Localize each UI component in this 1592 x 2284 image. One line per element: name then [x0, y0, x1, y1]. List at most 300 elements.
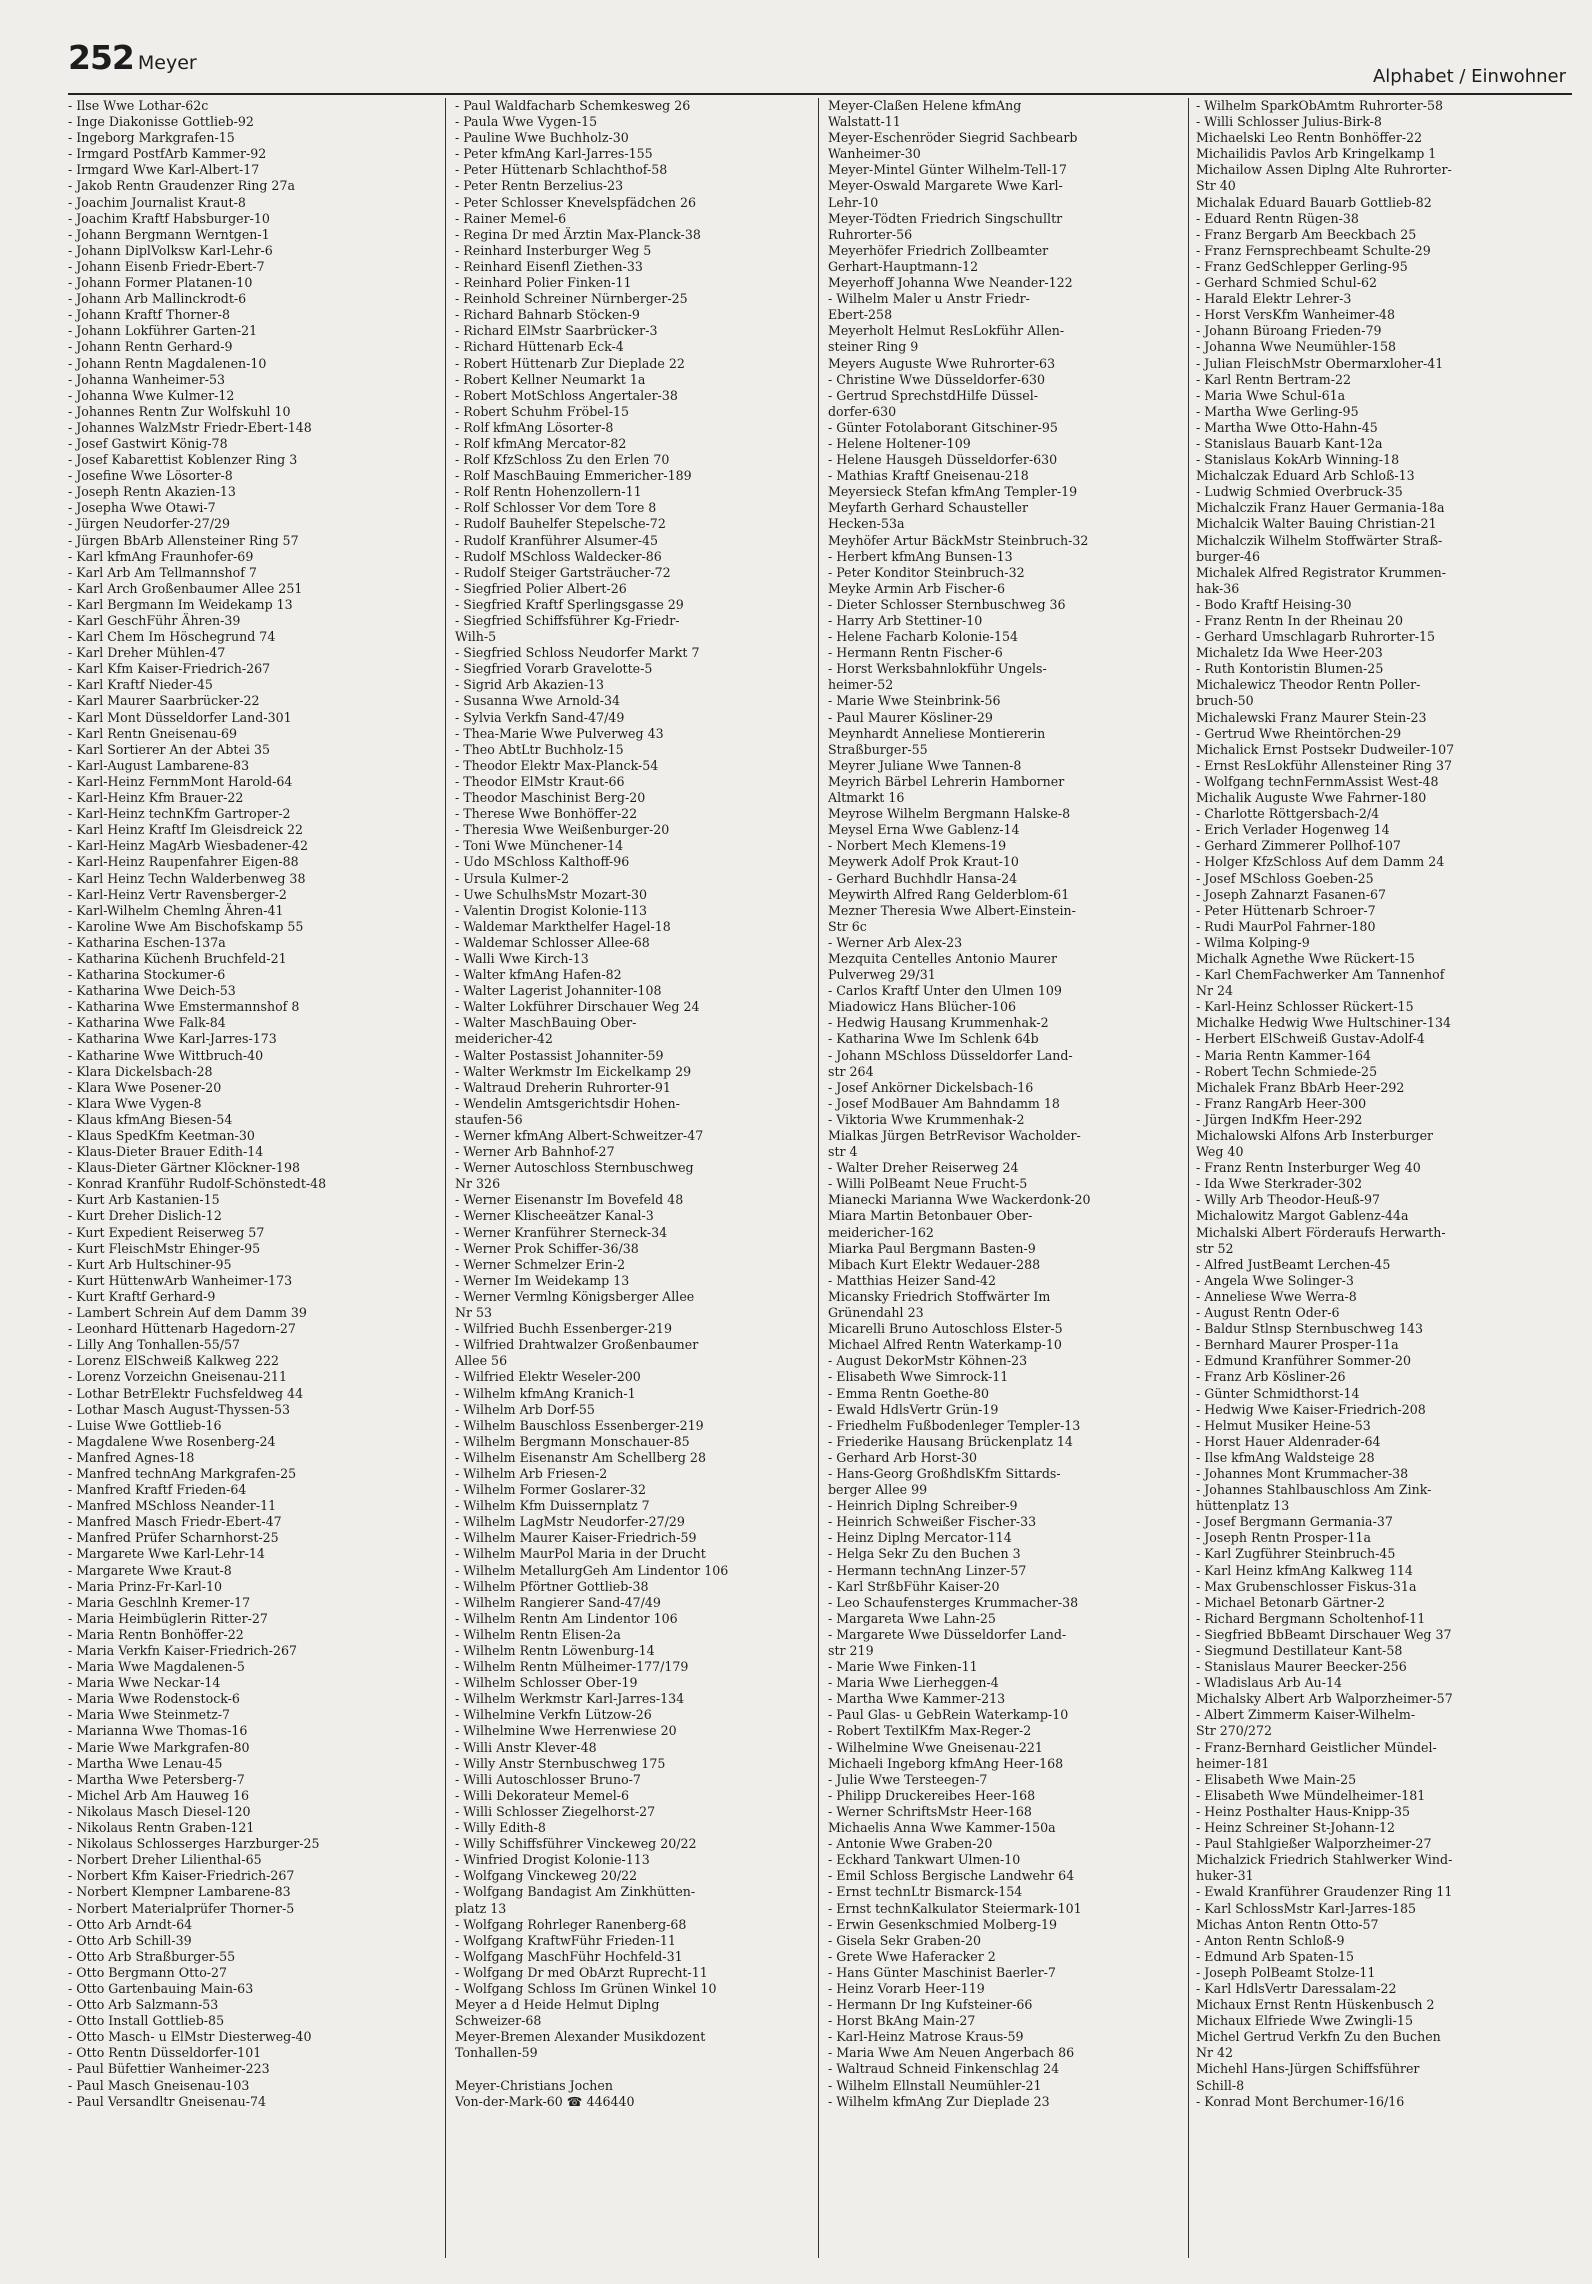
- directory-entry: - Walter Postassist Johanniter-59: [455, 1047, 664, 1063]
- directory-entry: - Johann Bergmann Werntgen-1: [68, 226, 270, 242]
- directory-entry: - Franz Arb Kösliner-26: [1196, 1369, 1346, 1385]
- directory-entry: - Wolfgang technFernmAssist West-48: [1196, 773, 1439, 789]
- directory-entry: - Philipp Druckereibes Heer-168: [828, 1787, 1036, 1803]
- directory-entry: - Helene Holtener-109: [828, 435, 971, 451]
- directory-entry: - Valentin Drogist Kolonie-113: [455, 902, 647, 918]
- directory-entry: - Manfred Prüfer Scharnhorst-25: [68, 1530, 279, 1546]
- directory-entry: - Katharina Wwe Karl-Jarres-173: [68, 1031, 277, 1047]
- directory-entry: - Ewald Kranführer Graudenzer Ring 11: [1196, 1884, 1453, 1900]
- directory-entry: - Walter Lagerist Johanniter-108: [455, 983, 662, 999]
- directory-entry: - Wolfgang KraftwFühr Frieden-11: [455, 1932, 676, 1948]
- directory-entry: - Wilhelmine Verkfn Lützow-26: [455, 1707, 652, 1723]
- directory-entry: hüttenplatz 13: [1196, 1498, 1290, 1514]
- directory-entry: - Richard Bahnarb Stöcken-9: [455, 307, 640, 323]
- directory-entry: - Peter Hüttenarb Schlachthof-58: [455, 162, 668, 178]
- directory-entry: - Charlotte Röttgersbach-2/4: [1196, 806, 1380, 822]
- directory-entry: Michalek Alfred Registrator Krummen-: [1196, 564, 1447, 580]
- directory-entry: Meyer-Mintel Günter Wilhelm-Tell-17: [828, 162, 1067, 178]
- directory-entry: - Wilhelm Maurer Kaiser-Friedrich-59: [455, 1530, 697, 1546]
- directory-entry: - Karl-Heinz Raupenfahrer Eigen-88: [68, 854, 299, 870]
- directory-entry: Nr 53: [455, 1305, 493, 1321]
- directory-entry: - Willy Anstr Sternbuschweg 175: [455, 1755, 666, 1771]
- directory-entry: - Kurt Kraftf Gerhard-9: [68, 1288, 216, 1304]
- directory-entry: - Lothar BetrElektr Fuchsfeldweg 44: [68, 1385, 304, 1401]
- directory-entry: - Josef Ankörner Dickelsbach-16: [828, 1079, 1034, 1095]
- directory-entry: - Maria Wwe Steinmetz-7: [68, 1707, 231, 1723]
- column-divider: [818, 98, 819, 2258]
- directory-entry: - Robert Techn Schmiede-25: [1196, 1063, 1378, 1079]
- directory-entry: - Karl Heinz Kraftf Im Gleisdreick 22: [68, 822, 303, 838]
- section-title: Alphabet / Einwohner: [1372, 66, 1566, 87]
- directory-entry: - Wilhelm Maler u Anstr Friedr-: [828, 291, 1030, 307]
- directory-column-3: [828, 98, 1180, 2278]
- directory-entry: - Manfred MSchloss Neander-11: [68, 1498, 277, 1514]
- directory-entry: - Heinz Schreiner St-Johann-12: [1196, 1820, 1396, 1836]
- directory-entry: - Johann Kraftf Thorner-8: [68, 307, 231, 323]
- directory-entry: - Klara Dickelsbach-28: [68, 1063, 213, 1079]
- directory-entry: - Holger KfzSchloss Auf dem Damm 24: [1196, 854, 1445, 870]
- directory-entry: - Wilhelm Werkmstr Karl-Jarres-134: [455, 1691, 685, 1707]
- directory-entry: - Johann Former Platanen-10: [68, 275, 253, 291]
- directory-entry: - Rolf MaschBauing Emmericher-189: [455, 468, 692, 484]
- directory-entry: Weg 40: [1196, 1144, 1244, 1160]
- directory-entry: Michel Gertrud Verkfn Zu den Buchen: [1196, 2029, 1441, 2045]
- directory-entry: - Manfred technAng Markgrafen-25: [68, 1465, 297, 1481]
- directory-entry: - Bodo Kraftf Heising-30: [1196, 596, 1352, 612]
- directory-entry: - Johann Rentn Gerhard-9: [68, 339, 233, 355]
- directory-entry: - Richard ElMstr Saarbrücker-3: [455, 323, 658, 339]
- directory-entry: Mezquita Centelles Antonio Maurer: [828, 950, 1058, 966]
- directory-entry: Michalczik Franz Hauer Germania-18a: [1196, 500, 1445, 516]
- directory-entry: - Joseph PolBeamt Stolze-11: [1196, 1964, 1376, 1980]
- directory-entry: - Jürgen Neudorfer-27/29: [68, 516, 230, 532]
- directory-entry: [455, 2061, 810, 2077]
- directory-entry: - Rolf KfzSchloss Zu den Erlen 70: [455, 452, 670, 468]
- directory-entry: - Maria Geschlnh Kremer-17: [68, 1594, 251, 1610]
- directory-entry: - Wolfgang Dr med ObArzt Ruprecht-11: [455, 1964, 708, 1980]
- directory-entry: - Karoline Wwe Am Bischofskamp 55: [68, 918, 304, 934]
- directory-entry: - Wilhelm Rangierer Sand-47/49: [455, 1594, 661, 1610]
- directory-entry: Michalewicz Theodor Rentn Poller-: [1196, 677, 1421, 693]
- directory-entry: - Waldemar Markthelfer Hagel-18: [455, 918, 671, 934]
- directory-entry: - Maria Wwe Schul-61a: [1196, 387, 1346, 403]
- directory-entry: Meyer-Oswald Margarete Wwe Karl-: [828, 178, 1063, 194]
- directory-entry: - Edmund Arb Spaten-15: [1196, 1948, 1355, 1964]
- directory-entry: - Siegfried Kraftf Sperlingsgasse 29: [455, 596, 684, 612]
- directory-entry: - Werner Klischeeätzer Kanal-3: [455, 1208, 654, 1224]
- directory-entry: - Anton Rentn Schloß-9: [1196, 1932, 1345, 1948]
- directory-entry: - Magdalene Wwe Rosenberg-24: [68, 1433, 276, 1449]
- directory-entry: - Kurt Arb Kastanien-15: [68, 1192, 220, 1208]
- directory-entry: - Mathias Kraftf Gneisenau-218: [828, 468, 1029, 484]
- directory-entry: - Gertrud SprechstdHilfe Düssel-: [828, 387, 1038, 403]
- directory-entry: - Siegfried BbBeamt Dirschauer Weg 37: [1196, 1626, 1452, 1642]
- directory-entry: - Martha Wwe Gerling-95: [1196, 403, 1359, 419]
- directory-entry: - Emma Rentn Goethe-80: [828, 1385, 990, 1401]
- directory-entry: - Werner Arb Alex-23: [828, 934, 963, 950]
- directory-entry: - Marie Wwe Steinbrink-56: [828, 693, 1001, 709]
- directory-entry: - Wilhelmine Wwe Gneisenau-221: [828, 1739, 1043, 1755]
- directory-entry: - Johanna Wwe Kulmer-12: [68, 387, 235, 403]
- directory-entry: - Ingeborg Markgrafen-15: [68, 130, 235, 146]
- directory-entry: Michaelski Leo Rentn Bonhöffer-22: [1196, 130, 1423, 146]
- directory-entry: - Winfried Drogist Kolonie-113: [455, 1852, 650, 1868]
- directory-entry: - Karl-Heinz technKfm Gartroper-2: [68, 806, 291, 822]
- directory-entry: Schill-8: [1196, 2077, 1245, 2093]
- directory-entry: - Katharina Wwe Im Schlenk 64b: [828, 1031, 1039, 1047]
- directory-entry: - Willi Schlosser Julius-Birk-8: [1196, 114, 1382, 130]
- directory-entry: - Wilhelm Pförtner Gottlieb-38: [455, 1578, 649, 1594]
- directory-entry: - Viktoria Wwe Krummenhak-2: [828, 1111, 1025, 1127]
- directory-entry: - August DekorMstr Köhnen-23: [828, 1353, 1028, 1369]
- directory-entry: Tonhallen-59: [455, 2045, 538, 2061]
- directory-entry: Michas Anton Rentn Otto-57: [1196, 1916, 1379, 1932]
- directory-entry: - Maria Rentn Kammer-164: [1196, 1047, 1372, 1063]
- directory-entry: - Rolf Rentn Hohenzollern-11: [455, 484, 642, 500]
- directory-entry: - Wilhelmine Wwe Herrenwiese 20: [455, 1723, 677, 1739]
- directory-entry: - Karl Heinz Techn Walderbenweg 38: [68, 870, 306, 886]
- directory-entry: - Theodor Elektr Max-Planck-54: [455, 757, 659, 773]
- directory-entry: Meyhöfer Artur BäckMstr Steinbruch-32: [828, 532, 1089, 548]
- directory-entry: - Karl GeschFühr Ähren-39: [68, 613, 241, 628]
- directory-entry: Altmarkt 16: [828, 790, 905, 806]
- directory-column-1: [68, 98, 437, 2278]
- directory-entry: Michalowitz Margot Gablenz-44a: [1196, 1208, 1409, 1224]
- directory-entry: - Lothar Masch August-Thyssen-53: [68, 1401, 291, 1417]
- directory-entry: - Theodor Maschinist Berg-20: [455, 790, 646, 806]
- directory-entry: - Wilhelm kfmAng Zur Dieplade 23: [828, 2093, 1050, 2109]
- directory-entry: dorfer-630: [828, 403, 897, 419]
- directory-entry: - Johann DiplVolksw Karl-Lehr-6: [68, 242, 273, 258]
- directory-entry: - Wolfgang Rohrleger Ranenberg-68: [455, 1916, 687, 1932]
- directory-entry: - Otto Arb Schill-39: [68, 1932, 192, 1948]
- directory-entry: - Werner SchriftsMstr Heer-168: [828, 1803, 1032, 1819]
- directory-entry: - Heinz Vorarb Heer-119: [828, 1980, 985, 1996]
- directory-entry: Walstatt-11: [828, 114, 901, 130]
- directory-entry: Meyer-Claßen Helene kfmAng: [828, 98, 1022, 113]
- directory-entry: Str 40: [1196, 178, 1236, 194]
- directory-entry: - Stanislaus Maurer Beecker-256: [1196, 1659, 1407, 1675]
- directory-entry: - Wilhelm Arb Friesen-2: [455, 1465, 608, 1481]
- directory-entry: - Theo AbtLtr Buchholz-15: [455, 741, 624, 757]
- directory-entry: - Harald Elektr Lehrer-3: [1196, 291, 1352, 307]
- directory-entry: - Willi PolBeamt Neue Frucht-5: [828, 1176, 1028, 1192]
- directory-entry: - Maria Heimbüglerin Ritter-27: [68, 1610, 268, 1626]
- directory-entry: - Marie Wwe Finken-11: [828, 1659, 978, 1675]
- directory-entry: - Joseph Rentn Akazien-13: [68, 484, 236, 500]
- directory-entry: - Maria Wwe Magdalenen-5: [68, 1659, 245, 1675]
- directory-entry: str 4: [828, 1144, 858, 1160]
- directory-entry: - Josepha Wwe Otawi-7: [68, 500, 216, 516]
- directory-entry: Michalsky Albert Arb Walporzheimer-57: [1196, 1691, 1453, 1707]
- directory-entry: - Konrad Kranführ Rudolf-Schönstedt-48: [68, 1176, 327, 1192]
- directory-entry: - Walter Lokführer Dirschauer Weg 24: [455, 999, 700, 1015]
- directory-entry: - Johann Rentn Magdalenen-10: [68, 355, 267, 371]
- directory-entry: - Michel Arb Am Hauweg 16: [68, 1787, 249, 1803]
- directory-entry: - Sylvia Verkfn Sand-47/49: [455, 709, 625, 725]
- directory-entry: - Otto Gartenbauing Main-63: [68, 1980, 254, 1996]
- directory-entry: - Werner Prok Schiffer-36/38: [455, 1240, 639, 1256]
- directory-entry: - Wolfgang MaschFühr Hochfeld-31: [455, 1948, 683, 1964]
- directory-entry: - Paul Büfettier Wanheimer-223: [68, 2061, 270, 2077]
- directory-entry: Michaux Elfriede Wwe Zwingli-15: [1196, 2013, 1413, 2029]
- directory-entry: meidericher-42: [455, 1031, 553, 1047]
- directory-entry: - Ewald HdlsVertr Grün-19: [828, 1401, 999, 1417]
- directory-entry: - Otto Arb Salzmann-53: [68, 1997, 219, 2013]
- directory-entry: - Antonie Wwe Graben-20: [828, 1836, 993, 1852]
- directory-entry: Mibach Kurt Elektr Wedauer-288: [828, 1256, 1041, 1272]
- directory-entry: - Franz GedSchlepper Gerling-95: [1196, 258, 1408, 274]
- directory-entry: Michalczik Wilhelm Stoffwärter Straß-: [1196, 532, 1443, 548]
- directory-entry: Ruhrorter-56: [828, 226, 913, 242]
- directory-entry: - Julian FleischMstr Obermarxloher-41: [1196, 355, 1444, 371]
- directory-entry: - Karl Dreher Mühlen-47: [68, 645, 226, 661]
- directory-entry: Meyersieck Stefan kfmAng Templer-19: [828, 484, 1078, 500]
- directory-entry: - Karl Maurer Saarbrücker-22: [68, 693, 260, 709]
- directory-entry: Schweizer-68: [455, 2013, 542, 2029]
- directory-entry: Gerhart-Hauptmann-12: [828, 258, 979, 274]
- directory-entry: - Wilma Kolping-9: [1196, 934, 1310, 950]
- directory-entry: Michalke Hedwig Wwe Hultschiner-134: [1196, 1015, 1451, 1031]
- directory-entry: - Klaus SpedKfm Keetman-30: [68, 1128, 255, 1143]
- directory-entry: - Maria Rentn Bonhöffer-22: [68, 1626, 244, 1642]
- directory-entry: - Hermann Rentn Fischer-6: [828, 645, 1003, 661]
- directory-entry: Micarelli Bruno Autoschloss Elster-5: [828, 1321, 1063, 1337]
- directory-entry: - Lorenz Vorzeichn Gneisenau-211: [68, 1369, 287, 1385]
- directory-entry: - Robert Schuhm Fröbel-15: [455, 403, 630, 419]
- directory-entry: Von-der-Mark-60 ☎ 446440: [455, 2093, 635, 2109]
- directory-entry: - Siegmund Destillateur Kant-58: [1196, 1643, 1403, 1658]
- directory-entry: Mianecki Marianna Wwe Wackerdonk-20: [828, 1192, 1091, 1208]
- directory-entry: - Angela Wwe Solinger-3: [1196, 1272, 1354, 1288]
- directory-entry: - Jürgen IndKfm Heer-292: [1196, 1111, 1363, 1127]
- directory-entry: - Katharina Wwe Falk-84: [68, 1015, 226, 1031]
- directory-entry: - Werner Arb Bahnhof-27: [455, 1144, 615, 1160]
- directory-entry: Meywirth Alfred Rang Gelderblom-61: [828, 886, 1070, 902]
- directory-entry: - Albert Zimmerm Kaiser-Wilhelm-: [1196, 1707, 1416, 1723]
- directory-entry: - Julie Wwe Tersteegen-7: [828, 1771, 988, 1787]
- directory-entry: - Wilhelm Kfm Duissernplatz 7: [455, 1498, 650, 1514]
- directory-entry: - Rolf kfmAng Lösorter-8: [455, 419, 614, 435]
- directory-entry: - Ludwig Schmied Overbruck-35: [1196, 484, 1403, 500]
- directory-entry: - Karl Kfm Kaiser-Friedrich-267: [68, 661, 271, 677]
- directory-entry: - Ilse Wwe Lothar-62c: [68, 98, 209, 113]
- directory-entry: - Katharine Wwe Wittbruch-40: [68, 1047, 264, 1063]
- directory-entry: - Karl-Wilhelm Chemlng Ähren-41: [68, 902, 284, 918]
- directory-entry: - Rudolf Bauhelfer Stepelsche-72: [455, 516, 666, 532]
- directory-entry: - Herbert ElSchweiß Gustav-Adolf-4: [1196, 1031, 1425, 1047]
- page-number: 252: [68, 38, 134, 77]
- directory-entry: - Inge Diakonisse Gottlieb-92: [68, 114, 254, 130]
- directory-entry: - Stanislaus KokArb Winning-18: [1196, 452, 1400, 468]
- directory-entry: Michalk Agnethe Wwe Rückert-15: [1196, 950, 1415, 966]
- directory-entry: - Paul Stahlgießer Walporzheimer-27: [1196, 1836, 1432, 1852]
- directory-entry: heimer-181: [1196, 1755, 1270, 1771]
- directory-entry: Meyerhoff Johanna Wwe Neander-122: [828, 275, 1073, 291]
- directory-entry: - Theodor ElMstr Kraut-66: [455, 773, 625, 789]
- directory-entry: - Udo MSchloss Kalthoff-96: [455, 854, 630, 870]
- directory-entry: - Wilhelm Bauschloss Essenberger-219: [455, 1417, 704, 1433]
- directory-entry: - Nikolaus Schlosserges Harzburger-25: [68, 1836, 320, 1852]
- directory-entry: - Ida Wwe Sterkrader-302: [1196, 1176, 1363, 1192]
- directory-entry: Str 270/272: [1196, 1723, 1273, 1739]
- directory-entry: - Günter Schmidthorst-14: [1196, 1385, 1360, 1401]
- directory-entry: - Johanna Wwe Neumühler-158: [1196, 339, 1396, 355]
- directory-entry: berger Allee 99: [828, 1482, 928, 1498]
- directory-entry: - Wilhelm Rentn Mülheimer-177/179: [455, 1659, 689, 1675]
- directory-entry: - Karl ChemFachwerker Am Tannenhof: [1196, 967, 1445, 983]
- directory-entry: - Rolf kfmAng Mercator-82: [455, 435, 627, 451]
- directory-column-2: [455, 98, 810, 2278]
- directory-entry: - Reinhard Eisenfl Ziethen-33: [455, 258, 643, 274]
- directory-entry: - Martha Wwe Otto-Hahn-45: [1196, 419, 1378, 435]
- directory-entry: - Friederike Hausang Brückenplatz 14: [828, 1433, 1073, 1449]
- directory-entry: - Werner Autoschloss Sternbuschweg: [455, 1160, 694, 1176]
- header-name: Meyer: [137, 52, 197, 74]
- directory-entry: - Irmgard Wwe Karl-Albert-17: [68, 162, 260, 178]
- directory-entry: Miadowicz Hans Blücher-106: [828, 999, 1016, 1015]
- directory-entry: - Margarete Wwe Kraut-8: [68, 1562, 232, 1578]
- directory-entry: - Marianna Wwe Thomas-16: [68, 1723, 248, 1739]
- directory-entry: - Martha Wwe Kammer-213: [828, 1691, 1006, 1707]
- directory-entry: - Kurt Arb Hultschiner-95: [68, 1256, 232, 1272]
- directory-entry: - Paula Wwe Vygen-15: [455, 114, 598, 130]
- directory-entry: - Elisabeth Wwe Mündelheimer-181: [1196, 1787, 1426, 1803]
- directory-entry: - Karl-Heinz Matrose Kraus-59: [828, 2029, 1024, 2045]
- directory-entry: - Wilhelm Ellnstall Neumühler-21: [828, 2077, 1042, 2093]
- directory-entry: Miarka Paul Bergmann Basten-9: [828, 1240, 1036, 1256]
- directory-entry: - Walter Werkmstr Im Eickelkamp 29: [455, 1063, 692, 1079]
- directory-entry: - Stanislaus Bauarb Kant-12a: [1196, 435, 1383, 451]
- directory-entry: - Hermann Dr Ing Kufsteiner-66: [828, 1997, 1033, 2013]
- directory-entry: str 219: [828, 1643, 874, 1658]
- directory-entry: Mezner Theresia Wwe Albert-Einstein-: [828, 902, 1076, 918]
- directory-entry: - Otto Rentn Düsseldorfer-101: [68, 2045, 262, 2061]
- directory-entry: - Reinhard Insterburger Weg 5: [455, 242, 652, 258]
- directory-entry: - Willy Edith-8: [455, 1820, 546, 1836]
- directory-entry: - Rudolf Steiger Gartsträucher-72: [455, 564, 671, 580]
- directory-entry: - Kurt Dreher Dislich-12: [68, 1208, 222, 1224]
- directory-entry: - Wilhelm Bergmann Monschauer-85: [455, 1433, 690, 1449]
- directory-entry: - Grete Wwe Haferacker 2: [828, 1948, 996, 1964]
- directory-entry: - Karl-Heinz Kfm Brauer-22: [68, 790, 244, 806]
- directory-entry: - Heinz Posthalter Haus-Knipp-35: [1196, 1803, 1410, 1819]
- directory-entry: - Karl Rentn Bertram-22: [1196, 371, 1351, 387]
- directory-entry: Meysel Erna Wwe Gablenz-14: [828, 822, 1020, 838]
- directory-entry: - Lilly Ang Tonhallen-55/57: [68, 1337, 240, 1353]
- directory-entry: - Richard Bergmann Scholtenhof-11: [1196, 1610, 1426, 1626]
- directory-entry: Miara Martin Betonbauer Ober-: [828, 1208, 1033, 1224]
- directory-entry: - Johann Eisenb Friedr-Ebert-7: [68, 258, 265, 274]
- directory-entry: Str 6c: [828, 918, 867, 934]
- directory-entry: staufen-56: [455, 1111, 523, 1127]
- directory-entry: - Heinz Diplng Mercator-114: [828, 1530, 1012, 1546]
- directory-entry: bruch-50: [1196, 693, 1254, 709]
- directory-entry: Michalczak Eduard Arb Schloß-13: [1196, 468, 1415, 484]
- directory-entry: - Johannes WalzMstr Friedr-Ebert-148: [68, 419, 312, 435]
- directory-entry: - Manfred Kraftf Frieden-64: [68, 1482, 247, 1498]
- directory-entry: - Wilhelm Schlosser Ober-19: [455, 1675, 638, 1691]
- directory-entry: hak-36: [1196, 580, 1240, 596]
- directory-entry: - Regina Dr med Ärztin Max-Planck-38: [455, 226, 701, 242]
- directory-entry: - Werner Kranführer Sterneck-34: [455, 1224, 668, 1240]
- directory-entry: - Walter kfmAng Hafen-82: [455, 967, 622, 983]
- directory-entry: - Johanna Wanheimer-53: [68, 371, 225, 387]
- directory-entry: - Wilhelm MetallurgGeh Am Lindentor 106: [455, 1562, 729, 1578]
- directory-entry: - Wolfgang Bandagist Am Zinkhütten-: [455, 1884, 696, 1900]
- directory-entry: Nr 24: [1196, 983, 1234, 999]
- directory-entry: str 52: [1196, 1240, 1234, 1256]
- directory-entry: - Norbert Kfm Kaiser-Friedrich-267: [68, 1868, 295, 1884]
- directory-entry: - Paul Versandltr Gneisenau-74: [68, 2093, 267, 2109]
- directory-entry: - Ernst technKalkulator Steiermark-101: [828, 1900, 1082, 1916]
- directory-entry: - Wilhelm kfmAng Kranich-1: [455, 1385, 636, 1401]
- directory-entry: - Otto Bergmann Otto-27: [68, 1964, 228, 1980]
- directory-entry: - August Rentn Oder-6: [1196, 1305, 1340, 1321]
- directory-entry: - Wolfgang Vinckeweg 20/22: [455, 1868, 638, 1884]
- directory-entry: Michehl Hans-Jürgen Schiffsführer: [1196, 2061, 1420, 2077]
- directory-entry: - Friedhelm Fußbodenleger Templer-13: [828, 1417, 1081, 1433]
- directory-entry: Meyers Auguste Wwe Ruhrorter-63: [828, 355, 1056, 371]
- directory-entry: - Josef Bergmann Germania-37: [1196, 1514, 1393, 1530]
- directory-entry: - Willi Anstr Klever-48: [455, 1739, 597, 1755]
- directory-entry: - Uwe SchulhsMstr Mozart-30: [455, 886, 648, 902]
- directory-entry: - Gertrud Wwe Rheintörchen-29: [1196, 725, 1402, 741]
- directory-entry: - Maria Wwe Lierheggen-4: [828, 1675, 999, 1691]
- directory-entry: - Josef ModBauer Am Bahndamm 18: [828, 1095, 1060, 1111]
- directory-entry: - Michael Betonarb Gärtner-2: [1196, 1594, 1385, 1610]
- directory-entry: - Susanna Wwe Arnold-34: [455, 693, 621, 709]
- directory-entry: - Johann Lokführer Garten-21: [68, 323, 258, 339]
- directory-entry: - Gerhard Umschlagarb Ruhrorter-15: [1196, 629, 1436, 645]
- directory-entry: Michaeli Ingeborg kfmAng Heer-168: [828, 1755, 1064, 1771]
- directory-entry: - Karl Kraftf Nieder-45: [68, 677, 213, 693]
- directory-entry: heimer-52: [828, 677, 894, 693]
- directory-entry: Meyer a d Heide Helmut Diplng: [455, 1997, 660, 2013]
- directory-entry: - Joachim Journalist Kraut-8: [68, 194, 246, 210]
- directory-entry: - Joseph Rentn Prosper-11a: [1196, 1530, 1372, 1546]
- directory-entry: - Marie Wwe Markgrafen-80: [68, 1739, 250, 1755]
- directory-entry: - Toni Wwe Münchener-14: [455, 838, 624, 854]
- directory-entry: - Hedwig Hausang Krummenhak-2: [828, 1015, 1049, 1031]
- directory-entry: steiner Ring 9: [828, 339, 919, 355]
- directory-entry: - Karl-August Lambarene-83: [68, 757, 250, 773]
- directory-entry: - Günter Fotolaborant Gitschiner-95: [828, 419, 1058, 435]
- directory-entry: - Karl Mont Düsseldorfer Land-301: [68, 709, 292, 725]
- directory-entry: Michailow Assen Diplng Alte Ruhrorter-: [1196, 162, 1452, 178]
- directory-entry: - Norbert Materialprüfer Thorner-5: [68, 1900, 295, 1916]
- directory-entry: - Paul Maurer Kösliner-29: [828, 709, 993, 725]
- directory-entry: - Katharina Wwe Emstermannshof 8: [68, 999, 300, 1015]
- directory-entry: - Otto Arb Straßburger-55: [68, 1948, 236, 1964]
- directory-entry: - Kurt Expedient Reiserweg 57: [68, 1224, 265, 1240]
- directory-entry: Michalowski Alfons Arb Insterburger: [1196, 1128, 1434, 1143]
- directory-entry: - Josefine Wwe Lösorter-8: [68, 468, 233, 484]
- page-header-left: [68, 38, 197, 77]
- directory-entry: - Klara Wwe Vygen-8: [68, 1095, 202, 1111]
- directory-entry: - Wendelin Amtsgerichtsdir Hohen-: [455, 1095, 680, 1111]
- directory-entry: - Karl Zugführer Steinbruch-45: [1196, 1546, 1396, 1562]
- header-rule: [68, 93, 1572, 95]
- directory-entry: - Rainer Memel-6: [455, 210, 567, 226]
- directory-entry: - Carlos Kraftf Unter den Ulmen 109: [828, 983, 1062, 999]
- directory-entry: - Wilhelm Eisenanstr Am Schellberg 28: [455, 1449, 706, 1465]
- directory-entry: - Paul Masch Gneisenau-103: [68, 2077, 250, 2093]
- directory-entry: - Therese Wwe Bonhöffer-22: [455, 806, 638, 822]
- directory-entry: - Johannes Rentn Zur Wolfskuhl 10: [68, 403, 291, 419]
- directory-entry: - Nikolaus Masch Diesel-120: [68, 1803, 251, 1819]
- directory-entry: - Richard Hüttenarb Eck-4: [455, 339, 624, 355]
